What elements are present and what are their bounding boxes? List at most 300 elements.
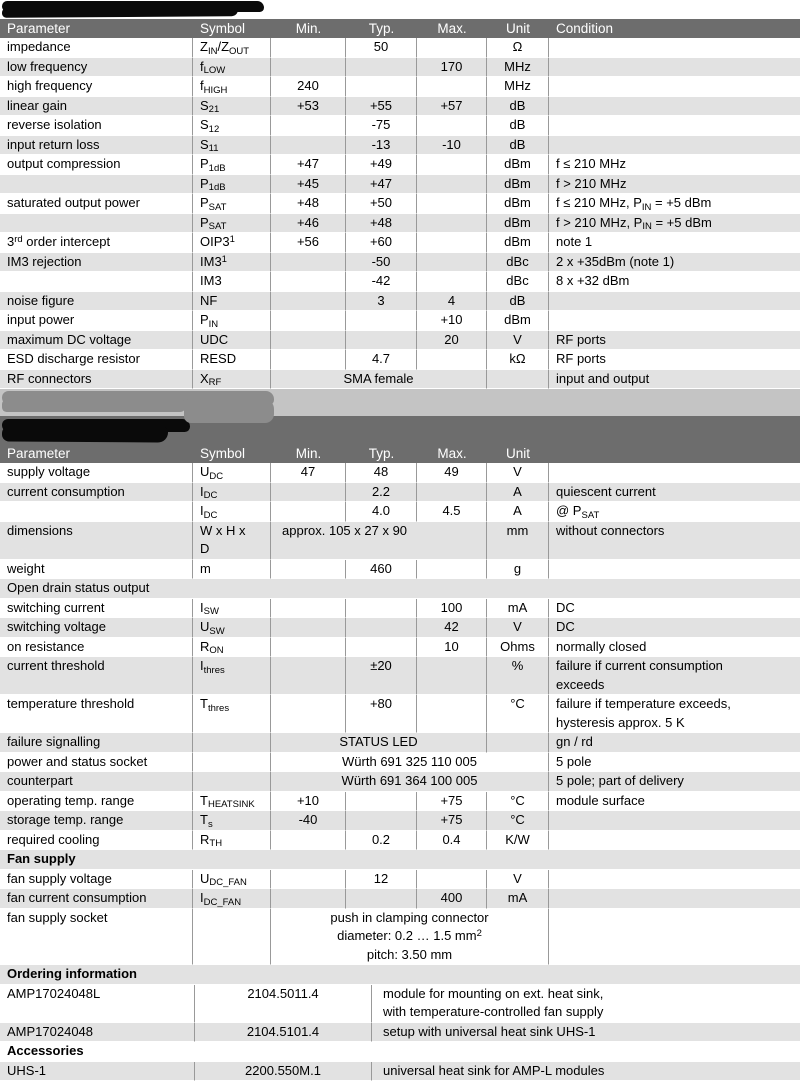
redacted-section-title-blob — [2, 425, 168, 442]
param-cell: required cooling — [0, 831, 193, 851]
param-cell: counterpart — [0, 772, 193, 792]
unit-cell: g — [487, 560, 549, 580]
table-row — [0, 831, 800, 851]
table-row — [0, 194, 800, 214]
max-cell — [417, 116, 487, 136]
ordering-table — [0, 965, 800, 1081]
condition-cell: f ≤ 210 MHz, $P_{IN} = +5$ dBm — [549, 194, 800, 214]
min-cell: +53 — [271, 97, 346, 117]
symbol-cell: $f_{HIGH}$ — [193, 77, 271, 97]
table-row — [0, 560, 800, 580]
symbol-cell: m — [193, 560, 271, 580]
ordering-row — [0, 1062, 800, 1082]
condition-cell — [549, 463, 800, 483]
table-row — [0, 753, 800, 773]
min-cell — [271, 38, 346, 58]
min-cell — [271, 116, 346, 136]
section-label-cell: Fan supply — [0, 850, 800, 870]
dc-spec-table — [0, 463, 800, 965]
param-cell: noise figure — [0, 292, 193, 312]
part-number-cell: 2200.550M.1 — [195, 1062, 372, 1082]
symbol-cell: UDC — [193, 331, 271, 351]
part-desc-cell: universal heat sink for AMP-L modules — [372, 1062, 800, 1082]
typ-cell: -50 — [346, 253, 417, 273]
typ-cell — [346, 792, 417, 812]
column-header-min: Min. — [271, 444, 346, 463]
unit-cell: K/W — [487, 831, 549, 851]
table-row — [0, 502, 800, 522]
typ-cell — [346, 889, 417, 909]
symbol-cell: $I_{DC}$ — [193, 483, 271, 503]
param-cell: reverse isolation — [0, 116, 193, 136]
value-span-cell: STATUS LED — [271, 733, 487, 753]
table-row — [0, 38, 800, 58]
max-cell: 400 — [417, 889, 487, 909]
value-span-cell: push in clamping connector diameter: 0.2 … 1.5 $mm^2$ pitch: 3.50 mm — [271, 909, 549, 966]
symbol-cell: $R_{ON}$ — [193, 638, 271, 658]
param-cell: current consumption — [0, 483, 193, 503]
symbol-cell: $I_{DC\_FAN}$ — [193, 889, 271, 909]
min-cell — [271, 292, 346, 312]
table-row — [0, 58, 800, 78]
column-header-symbol: Symbol — [193, 19, 271, 38]
symbol-cell: $T_{thres}$ — [193, 695, 271, 733]
table-row — [0, 116, 800, 136]
symbol-cell: $P_{1dB}$ — [193, 155, 271, 175]
condition-cell: 2 x +35dBm (note 1) — [549, 253, 800, 273]
column-header-typ: Typ. — [346, 444, 417, 463]
min-cell: +56 — [271, 233, 346, 253]
symbol-cell: $T_{HEATSINK}$ — [193, 792, 271, 812]
table-row — [0, 870, 800, 890]
condition-cell: f > 210 MHz — [549, 175, 800, 195]
column-header-min: Min. — [271, 19, 346, 38]
table-row — [0, 350, 800, 370]
param-cell: supply voltage — [0, 463, 193, 483]
part-number-cell: 2104.5101.4 — [195, 1023, 372, 1043]
max-cell: 4.5 — [417, 502, 487, 522]
param-cell: switching voltage — [0, 618, 193, 638]
dc-section-header-band — [0, 416, 800, 463]
max-cell: 10 — [417, 638, 487, 658]
param-cell: ESD discharge resistor — [0, 350, 193, 370]
table-row — [0, 370, 800, 390]
section-label-cell: Open drain status output — [0, 579, 800, 599]
param-cell: fan supply voltage — [0, 870, 193, 890]
max-cell — [417, 350, 487, 370]
unit-cell: dB — [487, 136, 549, 156]
condition-cell — [549, 889, 800, 909]
section-label-cell: Ordering information — [0, 965, 800, 985]
unit-cell: A — [487, 502, 549, 522]
param-cell: power and status socket — [0, 753, 193, 773]
part-name-cell: AMP17024048L — [0, 985, 195, 1023]
param-cell — [0, 214, 193, 234]
symbol-cell: W x H x D — [193, 522, 271, 560]
max-cell: 100 — [417, 599, 487, 619]
condition-cell: note 1 — [549, 233, 800, 253]
page-title-band — [0, 0, 800, 19]
symbol-cell — [193, 909, 271, 966]
part-desc-cell: setup with universal heat sink UHS-1 — [372, 1023, 800, 1043]
table-row — [0, 522, 800, 560]
max-cell — [417, 175, 487, 195]
min-cell — [271, 618, 346, 638]
symbol-cell: $I_{DC}$ — [193, 502, 271, 522]
table-row — [0, 889, 800, 909]
min-cell — [271, 560, 346, 580]
max-cell — [417, 155, 487, 175]
min-cell: +47 — [271, 155, 346, 175]
redacted-note-blob — [2, 399, 186, 412]
max-cell — [417, 870, 487, 890]
unit-cell: dBm — [487, 311, 549, 331]
condition-cell — [549, 77, 800, 97]
table1-header-row — [0, 19, 800, 38]
part-name-cell: AMP17024048 — [0, 1023, 195, 1043]
table-row — [0, 136, 800, 156]
table-row — [0, 772, 800, 792]
unit-cell: V — [487, 618, 549, 638]
unit-cell: V — [487, 331, 549, 351]
condition-cell: @ $P_{SAT}$ — [549, 502, 800, 522]
condition-cell — [549, 870, 800, 890]
symbol-cell: $U_{DC\_FAN}$ — [193, 870, 271, 890]
param-cell: operating temp. range — [0, 792, 193, 812]
unit-cell: Ω — [487, 38, 549, 58]
min-cell — [271, 311, 346, 331]
min-cell — [271, 483, 346, 503]
unit-cell — [487, 370, 549, 390]
unit-cell: dB — [487, 292, 549, 312]
condition-cell — [549, 560, 800, 580]
typ-cell: 2.2 — [346, 483, 417, 503]
table-row — [0, 272, 800, 292]
param-cell: impedance — [0, 38, 193, 58]
min-cell: +45 — [271, 175, 346, 195]
condition-cell — [549, 311, 800, 331]
table-row — [0, 331, 800, 351]
unit-cell: A — [487, 483, 549, 503]
unit-cell — [487, 733, 549, 753]
symbol-cell: $X_{RF}$ — [193, 370, 271, 390]
column-header-parameter: Parameter — [0, 444, 193, 463]
condition-cell: without connectors — [549, 522, 800, 560]
symbol-cell — [193, 753, 271, 773]
min-cell — [271, 638, 346, 658]
min-cell — [271, 272, 346, 292]
min-cell: 47 — [271, 463, 346, 483]
condition-cell — [549, 831, 800, 851]
param-cell: linear gain — [0, 97, 193, 117]
typ-cell: -75 — [346, 116, 417, 136]
condition-cell — [549, 909, 800, 966]
param-cell: RF connectors — [0, 370, 193, 390]
min-cell — [271, 870, 346, 890]
condition-cell — [549, 292, 800, 312]
condition-cell — [549, 811, 800, 831]
column-header-typ: Typ. — [346, 19, 417, 38]
param-cell: current threshold — [0, 657, 193, 695]
min-cell — [271, 695, 346, 733]
max-cell: -10 — [417, 136, 487, 156]
section-row — [0, 1042, 800, 1062]
min-cell — [271, 331, 346, 351]
condition-cell: RF ports — [549, 331, 800, 351]
symbol-cell: $S_{12}$ — [193, 116, 271, 136]
unit-cell: dBm — [487, 194, 549, 214]
min-cell: +46 — [271, 214, 346, 234]
param-cell: IM3 rejection — [0, 253, 193, 273]
param-cell: weight — [0, 560, 193, 580]
param-cell: switching current — [0, 599, 193, 619]
unit-cell: mA — [487, 889, 549, 909]
table-row — [0, 618, 800, 638]
param-cell — [0, 502, 193, 522]
param-cell: low frequency — [0, 58, 193, 78]
condition-cell: DC — [549, 599, 800, 619]
table-row — [0, 77, 800, 97]
symbol-cell: $T_s$ — [193, 811, 271, 831]
typ-cell: 4.0 — [346, 502, 417, 522]
symbol-cell: $IM3^1$ — [193, 253, 271, 273]
condition-cell: normally closed — [549, 638, 800, 658]
unit-cell: MHz — [487, 58, 549, 78]
typ-cell: 48 — [346, 463, 417, 483]
condition-cell — [549, 38, 800, 58]
min-cell — [271, 599, 346, 619]
condition-cell: gn / rd — [549, 733, 800, 753]
max-cell — [417, 253, 487, 273]
condition-cell: module surface — [549, 792, 800, 812]
condition-cell: 5 pole; part of delivery — [549, 772, 800, 792]
param-cell — [0, 272, 193, 292]
typ-cell: +50 — [346, 194, 417, 214]
redacted-note-blob — [184, 399, 274, 423]
param-cell: input return loss — [0, 136, 193, 156]
column-header-blank — [549, 444, 800, 463]
unit-cell: dB — [487, 97, 549, 117]
typ-cell: -13 — [346, 136, 417, 156]
param-cell: maximum DC voltage — [0, 331, 193, 351]
unit-cell: dBm — [487, 233, 549, 253]
symbol-cell: $Z_{IN}/Z_{OUT}$ — [193, 38, 271, 58]
min-cell: -40 — [271, 811, 346, 831]
symbol-cell: $f_{LOW}$ — [193, 58, 271, 78]
max-cell — [417, 695, 487, 733]
unit-cell: dBc — [487, 253, 549, 273]
typ-cell: +55 — [346, 97, 417, 117]
section-row — [0, 850, 800, 870]
unit-cell: kΩ — [487, 350, 549, 370]
symbol-cell: IM3 — [193, 272, 271, 292]
max-cell — [417, 272, 487, 292]
column-header-symbol: Symbol — [193, 444, 271, 463]
typ-cell — [346, 311, 417, 331]
max-cell — [417, 194, 487, 214]
unit-cell: °C — [487, 792, 549, 812]
symbol-cell: $P_{1dB}$ — [193, 175, 271, 195]
symbol-cell: $P_{SAT}$ — [193, 194, 271, 214]
table-row — [0, 311, 800, 331]
typ-cell: ±20 — [346, 657, 417, 695]
column-header-max: Max. — [417, 444, 487, 463]
symbol-cell: $I_{thres}$ — [193, 657, 271, 695]
part-desc-cell: module for mounting on ext. heat sink, with temperature-controlled fan supply — [372, 985, 800, 1023]
max-cell: 0.4 — [417, 831, 487, 851]
table-row — [0, 599, 800, 619]
typ-cell: 50 — [346, 38, 417, 58]
unit-cell: dBm — [487, 214, 549, 234]
max-cell — [417, 560, 487, 580]
param-cell: fan supply socket — [0, 909, 193, 966]
max-cell: 42 — [417, 618, 487, 638]
condition-cell: 8 x +32 dBm — [549, 272, 800, 292]
symbol-cell: RESD — [193, 350, 271, 370]
redacted-page-title-blob — [2, 6, 238, 18]
dc-spec-header-table — [0, 444, 800, 463]
typ-cell: +47 — [346, 175, 417, 195]
min-cell: +48 — [271, 194, 346, 214]
param-cell: input power — [0, 311, 193, 331]
unit-cell: V — [487, 463, 549, 483]
unit-cell: MHz — [487, 77, 549, 97]
unit-cell: Ohms — [487, 638, 549, 658]
typ-cell: 4.7 — [346, 350, 417, 370]
table-row — [0, 811, 800, 831]
condition-cell: input and output — [549, 370, 800, 390]
section-row — [0, 579, 800, 599]
value-span-cell: SMA female — [271, 370, 487, 390]
typ-cell: 12 — [346, 870, 417, 890]
unit-cell: dBm — [487, 175, 549, 195]
max-cell: +75 — [417, 811, 487, 831]
condition-cell: quiescent current — [549, 483, 800, 503]
typ-cell: +49 — [346, 155, 417, 175]
symbol-cell: $U_{SW}$ — [193, 618, 271, 638]
table-row — [0, 155, 800, 175]
condition-cell: f > 210 MHz, $P_{IN} = +5$ dBm — [549, 214, 800, 234]
max-cell — [417, 77, 487, 97]
condition-cell: 5 pole — [549, 753, 800, 773]
symbol-cell: $R_{TH}$ — [193, 831, 271, 851]
min-cell: +10 — [271, 792, 346, 812]
max-cell: 170 — [417, 58, 487, 78]
param-cell: fan current consumption — [0, 889, 193, 909]
param-cell — [0, 175, 193, 195]
table-row — [0, 909, 800, 966]
table-row — [0, 695, 800, 733]
param-cell: on resistance — [0, 638, 193, 658]
min-cell — [271, 136, 346, 156]
typ-cell: -42 — [346, 272, 417, 292]
typ-cell — [346, 599, 417, 619]
min-cell — [271, 502, 346, 522]
table-row — [0, 463, 800, 483]
condition-cell — [549, 136, 800, 156]
max-cell — [417, 483, 487, 503]
symbol-cell: $S_{21}$ — [193, 97, 271, 117]
section-label-cell: Accessories — [0, 1042, 800, 1062]
condition-cell: failure if current consumption exceeds — [549, 657, 800, 695]
table-row — [0, 214, 800, 234]
typ-cell: 0.2 — [346, 831, 417, 851]
table-row — [0, 792, 800, 812]
value-span-cell: Würth 691 325 110 005 — [271, 753, 549, 773]
column-header-unit: Unit — [487, 444, 549, 463]
unit-cell: mm — [487, 522, 549, 560]
condition-cell — [549, 116, 800, 136]
value-span-cell: approx. 105 x 27 x 90 — [271, 522, 487, 560]
section-row — [0, 965, 800, 985]
max-cell: 49 — [417, 463, 487, 483]
part-number-cell: 2104.5011.4 — [195, 985, 372, 1023]
max-cell — [417, 38, 487, 58]
unit-cell: dBm — [487, 155, 549, 175]
ordering-row — [0, 985, 800, 1023]
typ-cell — [346, 638, 417, 658]
symbol-cell: $P_{SAT}$ — [193, 214, 271, 234]
max-cell: +10 — [417, 311, 487, 331]
column-header-parameter: Parameter — [0, 19, 193, 38]
unit-cell: °C — [487, 695, 549, 733]
max-cell: +75 — [417, 792, 487, 812]
table-row — [0, 733, 800, 753]
table-row — [0, 97, 800, 117]
typ-cell: +48 — [346, 214, 417, 234]
condition-cell — [549, 97, 800, 117]
rf-spec-table — [0, 19, 800, 389]
symbol-cell: NF — [193, 292, 271, 312]
unit-cell: dB — [487, 116, 549, 136]
typ-cell — [346, 618, 417, 638]
symbol-cell: $P_{IN}$ — [193, 311, 271, 331]
condition-cell: DC — [549, 618, 800, 638]
symbol-cell: $S_{11}$ — [193, 136, 271, 156]
table-row — [0, 483, 800, 503]
unit-cell: mA — [487, 599, 549, 619]
unit-cell: V — [487, 870, 549, 890]
max-cell: 4 — [417, 292, 487, 312]
max-cell — [417, 214, 487, 234]
max-cell: 20 — [417, 331, 487, 351]
table2-header-row — [0, 444, 800, 463]
typ-cell: +60 — [346, 233, 417, 253]
typ-cell: +80 — [346, 695, 417, 733]
param-cell: storage temp. range — [0, 811, 193, 831]
symbol-cell: $OIP3^1$ — [193, 233, 271, 253]
symbol-cell: $I_{SW}$ — [193, 599, 271, 619]
ordering-row — [0, 1023, 800, 1043]
min-cell — [271, 253, 346, 273]
param-cell: failure signalling — [0, 733, 193, 753]
symbol-cell — [193, 733, 271, 753]
param-cell: high frequency — [0, 77, 193, 97]
typ-cell — [346, 77, 417, 97]
redacted-note-band — [0, 389, 800, 416]
typ-cell: 3 — [346, 292, 417, 312]
table-row — [0, 638, 800, 658]
min-cell — [271, 889, 346, 909]
param-cell: 3rd order intercept — [0, 233, 193, 253]
condition-cell — [549, 58, 800, 78]
unit-cell: dBc — [487, 272, 549, 292]
condition-cell: RF ports — [549, 350, 800, 370]
param-cell: dimensions — [0, 522, 193, 560]
table-row — [0, 292, 800, 312]
typ-cell — [346, 58, 417, 78]
unit-cell: % — [487, 657, 549, 695]
